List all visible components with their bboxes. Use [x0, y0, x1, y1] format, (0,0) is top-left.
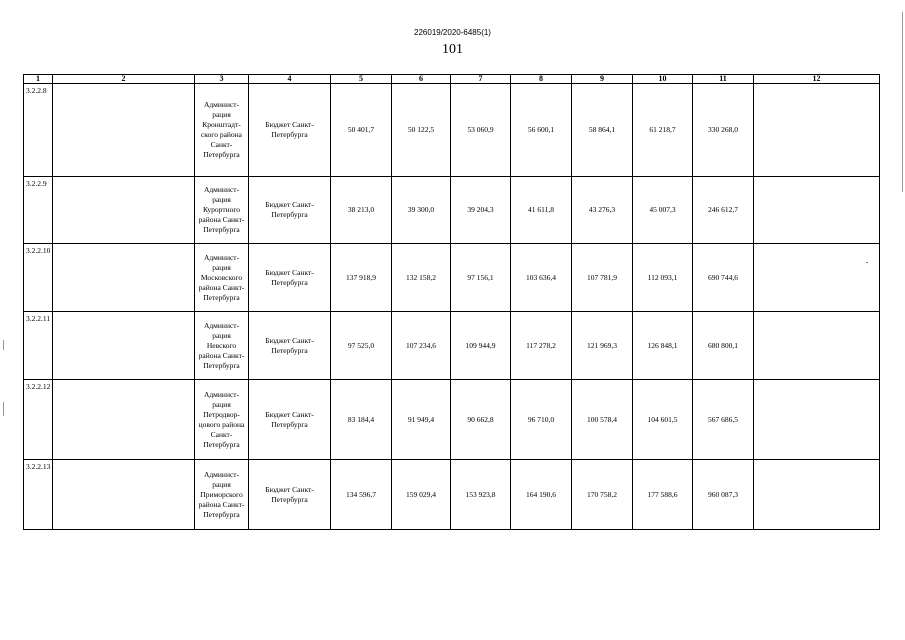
row-organization: Админист-рация Курортного района Санкт-Петербурга	[195, 177, 249, 244]
row-value: 121 969,3	[572, 312, 633, 380]
row-value: 104 601,5	[633, 380, 693, 460]
row-organization: Админист-рация Кронштадт-ского района Санкт-Петербурга	[195, 84, 249, 177]
row-value: 567 686,5	[693, 380, 754, 460]
table-row	[24, 177, 880, 244]
row-value: 97 525,0	[331, 312, 392, 380]
row-funding-source: Бюджет Санкт-Петербурга	[249, 312, 331, 380]
row-value: 97 156,1	[451, 244, 511, 312]
row-value: 132 158,2	[392, 244, 451, 312]
row-funding-source: Бюджет Санкт-Петербурга	[249, 177, 331, 244]
column-header: 12	[754, 75, 880, 84]
row-value: 38 213,0	[331, 177, 392, 244]
row-value: 117 278,2	[511, 312, 572, 380]
row-value: 56 600,1	[511, 84, 572, 177]
row-value: 39 204,3	[451, 177, 511, 244]
row-note-cell	[754, 244, 880, 312]
document-id: 226019/2020-6485(1)	[414, 28, 491, 37]
row-value: 50 122,5	[392, 84, 451, 177]
row-value: 960 087,3	[693, 460, 754, 530]
row-organization: Админист-рация Невского района Санкт-Петербурга	[195, 312, 249, 380]
row-value: 83 184,4	[331, 380, 392, 460]
row-value: 39 300,0	[392, 177, 451, 244]
table-row	[24, 84, 880, 177]
row-code: 3.2.2.11	[24, 312, 53, 380]
row-value: 246 612,7	[693, 177, 754, 244]
row-value: 58 864,1	[572, 84, 633, 177]
column-header: 7	[451, 75, 511, 84]
scan-edge-mark	[3, 340, 4, 350]
row-name-cell	[53, 460, 195, 530]
column-header: 5	[331, 75, 392, 84]
row-value: 53 060,9	[451, 84, 511, 177]
column-header: 1	[24, 75, 53, 84]
budget-table	[23, 74, 880, 530]
row-name-cell	[53, 177, 195, 244]
page-number: 101	[442, 42, 463, 57]
row-value: 109 944,9	[451, 312, 511, 380]
column-numbers-row	[24, 75, 880, 84]
row-funding-source: Бюджет Санкт-Петербурга	[249, 460, 331, 530]
row-funding-source: Бюджет Санкт-Петербурга	[249, 84, 331, 177]
row-name-cell	[53, 244, 195, 312]
table-row	[24, 460, 880, 530]
column-header: 8	[511, 75, 572, 84]
row-note-cell	[754, 84, 880, 177]
row-organization: Админист-рация Московского района Санкт-Петербурга	[195, 244, 249, 312]
row-value: 112 093,1	[633, 244, 693, 312]
row-note-cell	[754, 177, 880, 244]
column-header: 2	[53, 75, 195, 84]
row-name-cell	[53, 84, 195, 177]
row-code: 3.2.2.10	[24, 244, 53, 312]
row-value: 103 636,4	[511, 244, 572, 312]
row-value: 134 596,7	[331, 460, 392, 530]
row-value: 100 578,4	[572, 380, 633, 460]
row-funding-source: Бюджет Санкт-Петербурга	[249, 380, 331, 460]
row-value: 137 918,9	[331, 244, 392, 312]
row-organization: Админист-рация Петродвор-цового района Санкт-Петербурга	[195, 380, 249, 460]
row-value: 90 662,8	[451, 380, 511, 460]
row-value: 153 923,8	[451, 460, 511, 530]
row-value: 680 800,1	[693, 312, 754, 380]
row-value: 50 401,7	[331, 84, 392, 177]
row-value: 61 218,7	[633, 84, 693, 177]
table-row	[24, 312, 880, 380]
row-code: 3.2.2.9	[24, 177, 53, 244]
scan-mark	[866, 262, 868, 263]
row-value: 91 949,4	[392, 380, 451, 460]
column-header: 3	[195, 75, 249, 84]
column-header: 11	[693, 75, 754, 84]
row-value: 164 190,6	[511, 460, 572, 530]
row-value: 107 234,6	[392, 312, 451, 380]
row-value: 170 758,2	[572, 460, 633, 530]
row-value: 177 588,6	[633, 460, 693, 530]
row-value: 107 781,9	[572, 244, 633, 312]
table-row	[24, 380, 880, 460]
table-row	[24, 244, 880, 312]
row-value: 43 276,3	[572, 177, 633, 244]
row-code: 3.2.2.12	[24, 380, 53, 460]
row-note-cell	[754, 380, 880, 460]
row-value: 330 268,0	[693, 84, 754, 177]
scan-edge-mark	[3, 402, 4, 416]
row-funding-source: Бюджет Санкт-Петербурга	[249, 244, 331, 312]
row-code: 3.2.2.13	[24, 460, 53, 530]
scan-edge-mark	[902, 12, 903, 192]
row-value: 159 029,4	[392, 460, 451, 530]
row-note-cell	[754, 312, 880, 380]
row-note-cell	[754, 460, 880, 530]
row-value: 690 744,6	[693, 244, 754, 312]
row-name-cell	[53, 380, 195, 460]
row-organization: Админист-рация Приморского района Санкт-Петербурга	[195, 460, 249, 530]
row-name-cell	[53, 312, 195, 380]
row-code: 3.2.2.8	[24, 84, 53, 177]
row-value: 96 710,0	[511, 380, 572, 460]
column-header: 6	[392, 75, 451, 84]
row-value: 126 848,1	[633, 312, 693, 380]
column-header: 10	[633, 75, 693, 84]
column-header: 4	[249, 75, 331, 84]
row-value: 41 611,8	[511, 177, 572, 244]
row-value: 45 007,3	[633, 177, 693, 244]
column-header: 9	[572, 75, 633, 84]
